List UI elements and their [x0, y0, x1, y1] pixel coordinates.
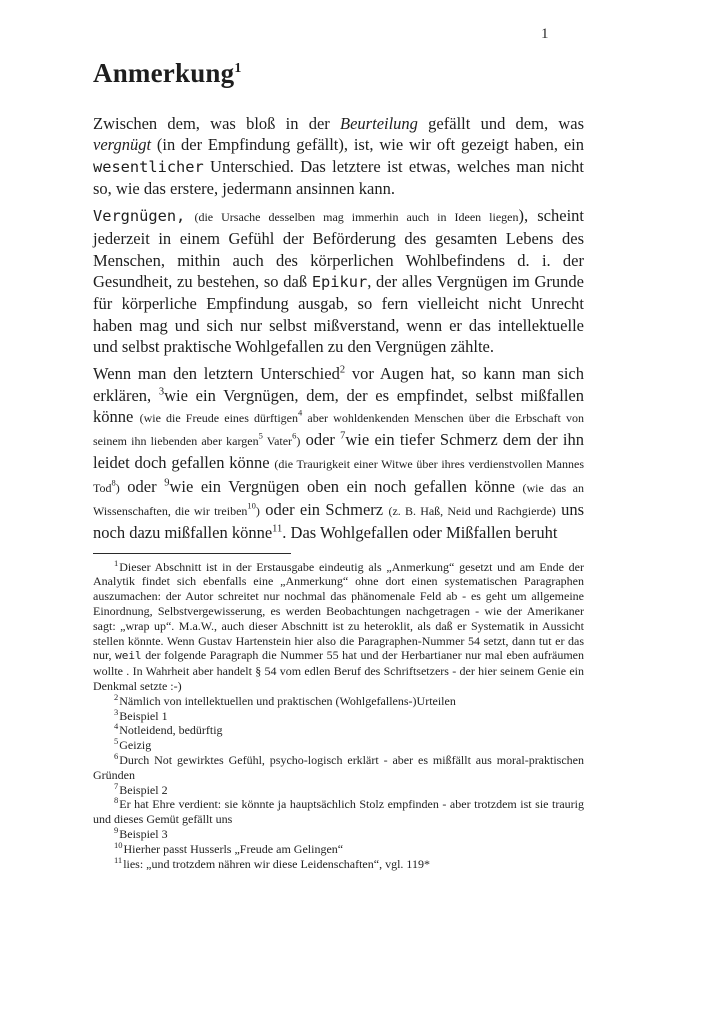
footnote-number: 10	[114, 839, 123, 850]
footnote-number: 3	[114, 706, 119, 717]
heading-text: Anmerkung	[93, 58, 235, 88]
footnote-3	[93, 706, 584, 724]
footnote-text: Geizig	[119, 738, 152, 753]
footnote-8	[93, 797, 584, 827]
footnote-number: 1	[114, 557, 119, 568]
footnotes-section	[93, 557, 585, 872]
page-content	[93, 58, 584, 871]
footnote-number: 9	[114, 824, 119, 835]
footnote-4	[93, 723, 584, 738]
heading	[93, 58, 584, 89]
footnote-10	[93, 839, 584, 857]
body-paragraph-1: Zwischen dem, was bloß in der Beurteilung gefällt und dem, was vergnügt (in der Empfindung gefällt), ist, wie wir oft gezeigt haben, ein wesentlicher Unterschied. Das letztere ist etwas, welches man nicht so, wie das erstere, jedermann ansinnen kann.	[93, 114, 584, 198]
footnote-text: Nämlich von intellektuellen und praktischen (Wohlgefallens-)Urteilen	[119, 693, 456, 708]
body-paragraph-3: Wenn man den letztern Unterschied$^2$ vor Augen hat, so kann man sich erklären, $^3$wie ein Vergnügen, dem, der es empfindet, selbst mißfallen könne (wie die Freude eines dürftigen$^4$ aber wohldenkenden Menschen über die Erbschaft von seinem ihn liebenden aber kargen$^5$ Vater$^6$) oder $^7$wie ein tiefer Schmerz dem der ihn leidet doch gefallen könne (die Traurigkeit einer Witwe über ihres verdienstvollen Mannes Tod$^8$) oder $^9$wie ein Vergnügen oben ein noch gefallen könne (wie das an Wissenschaften, die wir treiben$^{10}$) oder ein Schmerz (z. B. Haß, Neid und Rachgierde) uns noch dazu mißfallen könne$^{11}$. Das Wohlgefallen oder Mißfallen beruht	[93, 364, 585, 543]
heading-footnote-mark: 1	[234, 61, 242, 76]
footnote-2	[93, 691, 584, 709]
footnote-text: Dieser Abschnitt ist in der Erstausgabe eindeutig als „Anmerkung“ gesetzt und am Ende der Analytik findet sich ebenfalls eine „Anmerkung“ ohne dort einen systematischen Paragraphen auszumachen: der Autor schreitet nur nochmal das phänomenale Feld ab - es geht um allgemeine Einordnung, Selbstvergewisserung, es werden Beobachtungen nachgetragen - wie der Amerikaner sagt: „wrap up“. M.a.W., auch dieser Abschnitt ist zu heteroklit, als daß er Systematik in Aussicht stellen könnte. Wenn Gustav Hartenstein hier also die Paragraphen-Nummer 54 setzt, dann tut er das nur, weil der folgende Paragraph die Nummer 55 hat und der Herbartianer nur mal eben aufräumen wollte . In Wahrheit aber handelt § 54 vom edlen Beruf des Schriftsetzers - der hier seinem Genie ein Denkmal setzte :-)	[93, 559, 585, 694]
footnote-number: 7	[114, 780, 119, 791]
footnote-text: Notleidend, bedürftig	[119, 723, 223, 738]
footnote-text: Beispiel 1	[119, 708, 168, 723]
footnote-text: Beispiel 3	[119, 826, 168, 841]
footnote-rule	[93, 553, 291, 554]
footnote-number: 4	[114, 721, 119, 732]
footnote-number: 6	[114, 751, 119, 761]
footnote-5	[93, 738, 584, 753]
footnote-1	[93, 557, 585, 694]
footnote-9	[93, 824, 584, 842]
footnote-text: lies: „und trotzdem nähren wir diese Leidenschaften“, vgl. 119*	[123, 856, 430, 871]
footnote-6	[93, 753, 584, 783]
footnote-number: 2	[114, 691, 119, 702]
footnote-7	[93, 780, 584, 798]
footnote-number: 8	[114, 795, 119, 806]
footnote-11	[93, 854, 584, 872]
footnote-text: Er hat Ehre verdient: sie könnte ja hauptsächlich Stolz empfinden - aber trotzdem ist sie traurig und dieses Gemüt gefällt uns	[93, 797, 584, 827]
footnote-text: Hierher passt Husserls „Freude am Gelingen“	[123, 841, 344, 856]
footnote-text: Durch Not gewirktes Gefühl, psycho-logisch erklärt - aber es mißfällt aus moral-praktischen Gründen	[93, 753, 584, 782]
body-paragraph-2: Vergnügen, (die Ursache desselben mag immerhin auch in Ideen liegen), scheint jederzeit in einem Gefühl der Beförderung des gesamten Lebens des Menschen, mithin auch des körperlichen Wohlbefindens d. i. der Gesundheit, zu bestehen, so daß Epikur, der alles Vergnügen im Grunde für körperliche Empfindung ausgab, so fern vielleicht nicht Unrecht haben mag und sich nur selbst mißverstand, wenn er das intellektuelle und selbst praktische Wohlgefallen zu den Vergnügen zählte.	[93, 206, 585, 356]
footnote-text: Beispiel 2	[119, 782, 168, 797]
footnote-number: 5	[114, 736, 119, 747]
footnote-number: 11	[114, 854, 123, 865]
page-number: 1	[541, 26, 549, 42]
